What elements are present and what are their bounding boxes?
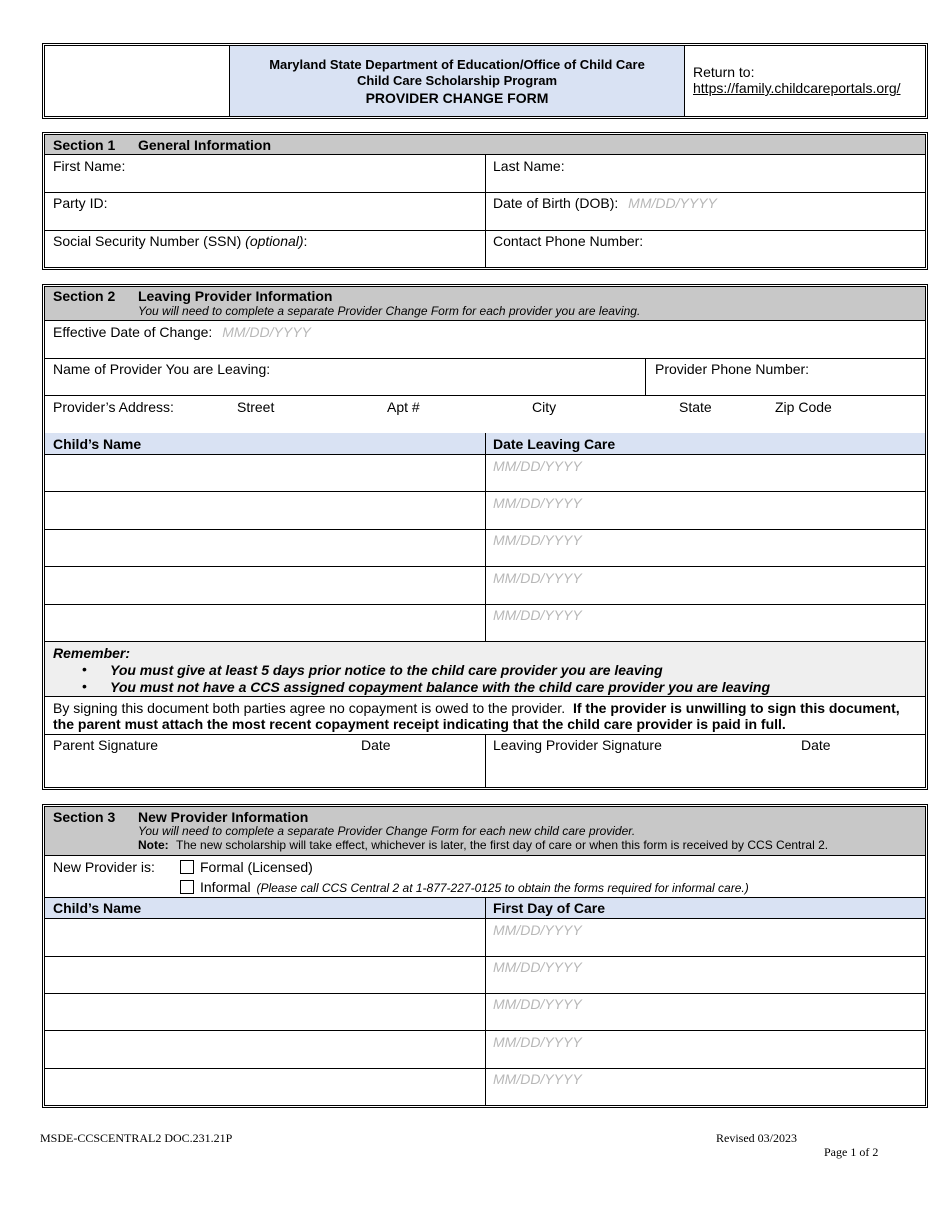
first-day-4[interactable]: MM/DD/YYYY — [493, 1034, 582, 1050]
section2-subtitle: You will need to complete a separate Provider Change Form for each provider you are leaving. — [138, 304, 641, 318]
section2-number: Section 2 — [53, 288, 116, 304]
section3-title: New Provider Information — [138, 809, 309, 825]
leaving-date-5[interactable]: MM/DD/YYYY — [493, 607, 582, 623]
provider-address-label: Provider’s Address: — [53, 399, 174, 415]
col-date-leaving: Date Leaving Care — [493, 436, 616, 452]
ssn-field[interactable] — [53, 233, 307, 249]
leaving-provider-signature-date[interactable]: Date — [801, 737, 831, 753]
effective-date-placeholder: MM/DD/YYYY — [222, 324, 311, 340]
section2-title: Leaving Provider Information — [138, 288, 333, 304]
first-name-field[interactable]: First Name: — [53, 158, 126, 174]
ssn-label: Social Security Number (SSN) — [53, 233, 242, 249]
first-day-2[interactable]: MM/DD/YYYY — [493, 959, 582, 975]
first-day-5[interactable]: MM/DD/YYYY — [493, 1071, 582, 1087]
remember-bullet-2: You must not have a CCS assigned copayment balance with the child care provider you are leaving — [110, 679, 770, 695]
return-link[interactable]: https://family.childcareportals.org/ — [693, 80, 901, 96]
col-first-day: First Day of Care — [493, 900, 606, 916]
leaving-date-1[interactable]: MM/DD/YYYY — [493, 458, 582, 474]
note-label: Note: — [138, 838, 169, 852]
remember-bullet-1: You must give at least 5 days prior notice to the child care provider you are leaving — [110, 662, 663, 678]
leaving-child-1[interactable] — [45, 455, 485, 491]
first-day-1[interactable]: MM/DD/YYYY — [493, 922, 582, 938]
leaving-child-4[interactable] — [45, 567, 485, 604]
section3-number: Section 3 — [53, 809, 116, 825]
remember-label: Remember: — [53, 645, 131, 661]
agreement-plain: By signing this document both parties agree no copayment is owed to the provider. — [53, 700, 566, 716]
section1-title: General Information — [138, 137, 272, 153]
leaving-child-5[interactable] — [45, 605, 485, 641]
bullet-dot-2: • — [82, 678, 87, 694]
leaving-date-2[interactable]: MM/DD/YYYY — [493, 495, 582, 511]
header-agency: Maryland State Department of Education/Office of Child Care — [269, 57, 645, 72]
footer-doc-id: MSDE-CCSCENTRAL2 DOC.231.21P — [40, 1131, 233, 1145]
state-field[interactable]: State — [679, 399, 712, 415]
first-day-3[interactable]: MM/DD/YYYY — [493, 996, 582, 1012]
street-field[interactable]: Street — [237, 399, 275, 415]
note-text: The new scholarship will take effect, whichever is later, the first day of care or when this form is received by CCS Central 2. — [176, 838, 829, 852]
ssn-colon: : — [303, 233, 308, 249]
bullet-dot-1: • — [82, 661, 87, 677]
footer-page-number: Page 1 of 2 — [824, 1145, 879, 1159]
informal-option[interactable] — [180, 879, 749, 895]
effective-date-label: Effective Date of Change: — [53, 324, 213, 340]
formal-checkbox[interactable] — [180, 860, 194, 874]
leaving-provider-signature-field[interactable]: Leaving Provider Signature — [493, 737, 662, 753]
ssn-optional: (optional) — [245, 233, 304, 249]
informal-label: Informal — [200, 879, 251, 895]
section3-note — [138, 838, 828, 852]
informal-note: (Please call CCS Central 2 at 1-877-227-0125 to obtain the forms required for informal care.) — [256, 881, 749, 895]
section3-subtitle: You will need to complete a separate Provider Change Form for each new child care provider. — [138, 824, 636, 838]
new-child-4[interactable] — [45, 1031, 485, 1068]
new-child-5[interactable] — [45, 1069, 485, 1105]
apt-field[interactable]: Apt # — [387, 399, 420, 415]
agreement-bold-1: If the provider is unwilling to sign this document, — [572, 700, 900, 716]
new-child-3[interactable] — [45, 994, 485, 1030]
parent-signature-date[interactable]: Date — [361, 737, 391, 753]
header-program: Child Care Scholarship Program — [356, 73, 558, 88]
formal-option[interactable] — [180, 859, 313, 875]
leaving-child-2[interactable] — [45, 492, 485, 529]
footer-revised: Revised 03/2023 — [716, 1131, 797, 1145]
return-label: Return to: — [693, 64, 755, 80]
parent-signature-field[interactable]: Parent Signature — [53, 737, 159, 753]
leaving-date-4[interactable]: MM/DD/YYYY — [493, 570, 582, 586]
new-child-2[interactable] — [45, 957, 485, 993]
dob-field[interactable] — [493, 195, 717, 211]
city-field[interactable]: City — [532, 399, 557, 415]
party-id-field[interactable]: Party ID: — [53, 195, 108, 211]
col-child-name-new: Child’s Name — [53, 900, 142, 916]
leaving-child-3[interactable] — [45, 530, 485, 566]
new-provider-label: New Provider is: — [53, 859, 155, 875]
last-name-field[interactable]: Last Name: — [493, 158, 565, 174]
informal-checkbox[interactable] — [180, 880, 194, 894]
new-child-1[interactable] — [45, 919, 485, 956]
dob-placeholder: MM/DD/YYYY — [628, 195, 717, 211]
page-title: PROVIDER CHANGE FORM — [365, 90, 549, 106]
provider-phone-field[interactable]: Provider Phone Number: — [655, 361, 810, 377]
col-child-name: Child’s Name — [53, 436, 142, 452]
agreement-bold-2: the parent must attach the most recent copayment receipt indicating that the child care provider is paid in full. — [53, 716, 786, 732]
section1-number: Section 1 — [53, 137, 116, 153]
contact-phone-field[interactable]: Contact Phone Number: — [493, 233, 644, 249]
formal-label: Formal (Licensed) — [200, 859, 313, 875]
zip-field[interactable]: Zip Code — [775, 399, 832, 415]
dob-label: Date of Birth (DOB): — [493, 195, 619, 211]
leaving-provider-name-field[interactable]: Name of Provider You are Leaving: — [53, 361, 271, 377]
agreement-text — [53, 700, 919, 732]
effective-date-field[interactable] — [53, 324, 311, 340]
leaving-date-3[interactable]: MM/DD/YYYY — [493, 532, 582, 548]
